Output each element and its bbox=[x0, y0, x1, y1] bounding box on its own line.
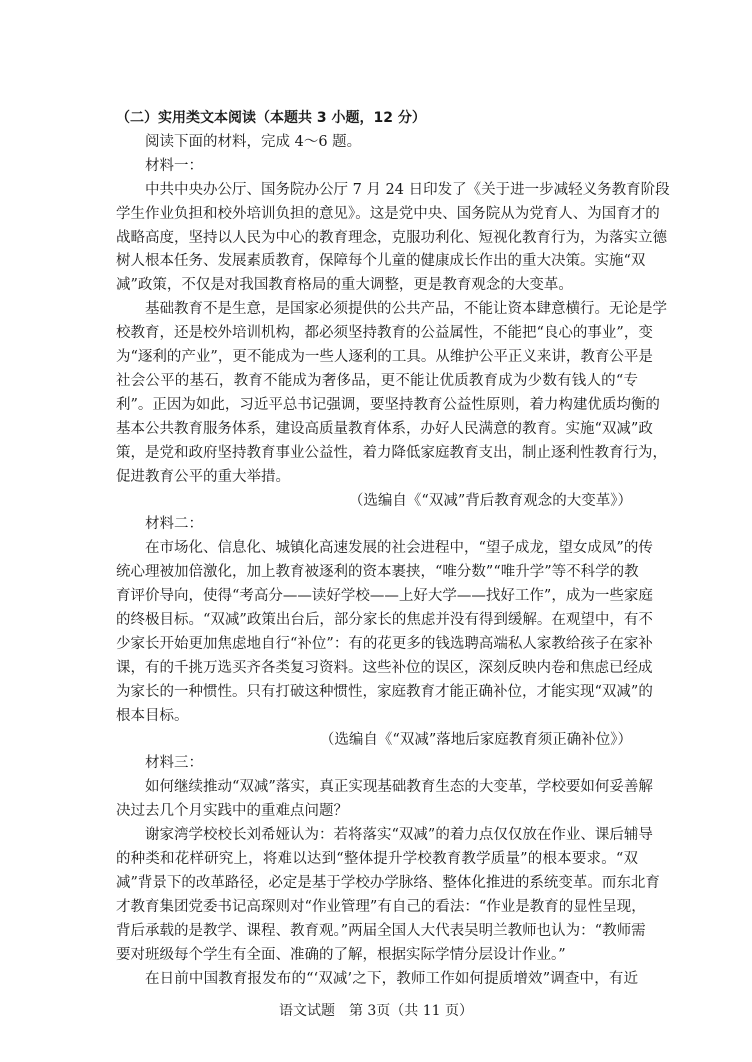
text-line: 策，是党和政府坚持教育事业公益性，着力降低家庭教育支出，制止逐利性教育行为， bbox=[116, 444, 667, 461]
section-instruction: 阅读下面的材料，完成 4～6 题。 bbox=[145, 133, 362, 150]
text-line: 统心理被加倍激化，加上教育被逐利的资本裹挟，“唯分数”“唯升学”等不科学的教 bbox=[116, 564, 639, 581]
text-line: 战略高度，坚持以人民为中心的教育理念，克服功利化、短视化教育行为，为落实立德 bbox=[116, 229, 667, 246]
text-line: 决过去几个月实践中的重难点问题？ bbox=[116, 803, 348, 820]
page-footer: 语文试题 第 3页（共 11 页） bbox=[278, 1003, 474, 1019]
text-line: 课，有的千挑万选买齐各类复习资料。这些补位的误区，深刻反映内卷和焦虑已经成 bbox=[116, 659, 653, 676]
text-line: 背后承载的是教学、课程、教育观。”两届全国人大代表吴明兰教师也认为：“教师需 bbox=[116, 922, 646, 939]
paragraph bbox=[116, 776, 653, 824]
text-line: 社会公平的基石，教育不能成为奢侈品，更不能让优质教育成为少数有钱人的“专 bbox=[116, 372, 638, 389]
material-label: 材料三： bbox=[145, 755, 203, 772]
text-line: 才教育集团党委书记高琛则对“作业管理”有自己的看法：“作业是教育的显性呈现， bbox=[116, 898, 646, 915]
text-line: 在日前中国教育报发布的“‘双减’之下，教师工作如何提质增效”调查中，有近 bbox=[145, 970, 638, 987]
text-line: 要对班级每个学生有全面、准确的了解，根据实际学情分层设计作业。” bbox=[116, 946, 566, 963]
text-line: 促进教育公平的重大举措。 bbox=[116, 468, 290, 485]
material-source: （选编自《“双减”落地后家庭教育须正确补位》） bbox=[319, 731, 632, 748]
reading-section bbox=[116, 107, 670, 992]
material-label: 材料一： bbox=[145, 157, 203, 174]
text-line: 中共中央办公厅、国务院办公厅 7 月 24 日印发了《关于进一步减轻义务教育阶段 bbox=[145, 181, 670, 198]
text-line: 的终极目标。“双减”政策出台后，部分家长的焦虑并没有得到缓解。在观望中，有不 bbox=[116, 612, 653, 629]
paragraph bbox=[116, 968, 638, 992]
text-line: 为“逐利的产业”，更不能成为一些人逐利的工具。从维护公平正义来讲，教育公平是 bbox=[116, 349, 653, 366]
material-source: （选编自《“双减”背后教育观念的大变革》） bbox=[348, 492, 632, 509]
text-line: 基础教育不是生意，是国家必须提供的公共产品，不能让资本肆意横行。无论是学 bbox=[145, 301, 667, 318]
paragraph bbox=[116, 824, 660, 967]
section-title: （二）实用类文本阅读（本题共 3 小题，12 分） bbox=[116, 110, 426, 126]
text-line: 育评价导向，使得“考高分——读好学校——上好大学——找好工作”，成为一些家庭 bbox=[116, 588, 653, 605]
paragraph bbox=[116, 298, 667, 489]
text-line: 学生作业负担和校外培训负担的意见》。这是党中央、国务院从为党育人、为国育才的 bbox=[116, 205, 660, 222]
text-line: 如何继续推动“双减”落实，真正实现基础教育生态的大变革，学校要如何妥善解 bbox=[145, 779, 653, 796]
text-line: 基本公共教育服务体系，建设高质量教育体系，办好人民满意的教育。实施“双减”政 bbox=[116, 420, 653, 437]
text-line: 减”政策，不仅是对我国教育格局的重大调整，更是教育观念的大变革。 bbox=[116, 277, 573, 294]
text-line: 减”背景下的改革路径，必定是基于学校办学脉络、整体化推进的系统变革。而东北育 bbox=[116, 875, 660, 891]
text-line: 利”。正因为如此，习近平总书记强调，要坚持教育公益性原则，着力构建优质均衡的 bbox=[116, 396, 660, 413]
text-line: 少家长开始更加焦虑地自行“补位”：有的花更多的钱选聘高端私人家教给孩子在家补 bbox=[116, 635, 653, 652]
paragraph bbox=[116, 537, 653, 728]
text-line: 树人根本任务、发展素质教育，保障每个儿童的健康成长作出的重大决策。实施“双 bbox=[116, 253, 646, 270]
text-line: 的种类和花样研究上，将难以达到“整体提升学校教育教学质量”的根本要求。“双 bbox=[116, 851, 638, 868]
material-label: 材料二： bbox=[145, 516, 203, 533]
text-line: 为家长的一种惯性。只有打破这种惯性，家庭教育才能正确补位，才能实现“双减”的 bbox=[116, 683, 653, 700]
text-line: 谢家湾学校校长刘希娅认为：若将落实“双减”的着力点仅仅放在作业、课后辅导 bbox=[145, 827, 653, 844]
text-line: 在市场化、信息化、城镇化高速发展的社会进程中，“望子成龙，望女成凤”的传 bbox=[145, 540, 653, 557]
text-line: 校教育，还是校外培训机构，都必须坚持教育的公益属性，不能把“良心的事业”，变 bbox=[116, 325, 653, 342]
text-line: 根本目标。 bbox=[116, 707, 189, 724]
paragraph bbox=[116, 179, 670, 299]
